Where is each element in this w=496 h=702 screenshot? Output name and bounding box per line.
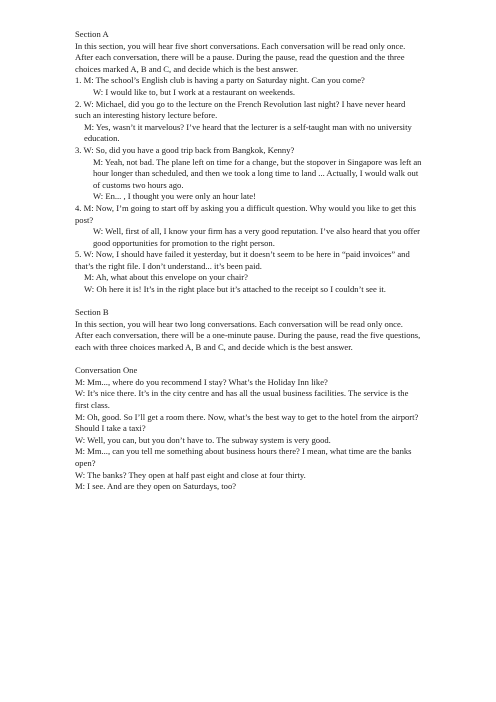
section-a-intro: In this section, you will hear five short conversations. Each conversation will be read only once. After each conversation, there will be a pause. During the pause, read the question and the three choices marked A, B and C, and decide which is the best answer. <box>75 40 406 74</box>
item-2-question: 2. W: Michael, did you go to the lecture on the French Revolution last night? I have never heard such an interesting history lecture before. <box>75 98 406 121</box>
dialogue-line: M: Mm..., where do you recommend I stay? What’s the Holiday Inn like? <box>75 376 328 387</box>
section-b-intro: In this section, you will hear two long conversations. Each conversation will be read only once. After each conversation, there will be a one-minute pause. During the pause, read the five questions, each with three choices marked A, B and C, and decide which is the best answer. <box>75 318 421 353</box>
item-3-answer-2: W: En... , I thought you were only an hour late! <box>93 191 256 202</box>
item-1-question: 1. M: The school’s English club is having a party on Saturday night. Can you come? <box>75 75 365 86</box>
dialogue-line: M: I see. And are they open on Saturdays, too? <box>75 481 237 492</box>
paragraph-gap <box>75 296 422 308</box>
dialogue-line: M: Mm..., can you tell me something about business hours there? I mean, what time are the banks open? <box>75 446 412 468</box>
dialogue-line: M: Oh, good. So I’ll get a room there. Now, what’s the best way to get to the hotel from the airport? Should I take a taxi? <box>75 411 419 434</box>
item-2-answer: M: Yes, wasn’t it marvelous? I’ve heard that the lecturer is a self-taught man with no university education. <box>84 121 412 144</box>
dialogue-line: W: Well, you can, but you don’t have to. The subway system is very good. <box>75 434 331 445</box>
item-5-question: 5. W: Now, I should have failed it yesterday, but it doesn’t seem to be here in “paid invoices” and that’s the right file. I don’t understand... it’s been paid. <box>75 249 410 271</box>
paragraph-gap <box>75 354 422 366</box>
dialogue-line: W: The banks? They open at half past eight and close at four thirty. <box>75 469 306 480</box>
item-4-answer: W: Well, first of all, I know your firm has a very good reputation. I’ve also heard that you offer good opportunities for promotion to the right person. <box>93 226 421 248</box>
item-1-answer: W: I would like to, but I work at a restaurant on weekends. <box>93 86 296 97</box>
item-3-answer: M: Yeah, not bad. The plane left on time for a change, but the stopover in Singapore was left an hour longer than scheduled, and then we took a long time to land ... Actually, I would walk out of customs two hours ago. <box>93 156 422 190</box>
section-b-heading: Section B <box>75 307 109 318</box>
section-a-heading: Section A <box>75 29 109 39</box>
item-5-answer: M: Ah, what about this envelope on your chair? <box>84 272 248 283</box>
dialogue-line: W: It’s nice there. It’s in the city centre and has all the usual business facilities. The service is the first class. <box>75 388 409 410</box>
item-3-question: 3. W: So, did you have a good trip back from Bangkok, Kenny? <box>75 144 295 155</box>
item-4-question: 4. M: Now, I’m going to start off by asking you a difficult question. Why would you like to get this post? <box>75 202 417 225</box>
conversation-one-heading: Conversation One <box>75 365 138 376</box>
item-5-answer-2: W: Oh here it is! It’s in the right place but it’s attached to the receipt so I couldn’t see it. <box>84 284 386 295</box>
